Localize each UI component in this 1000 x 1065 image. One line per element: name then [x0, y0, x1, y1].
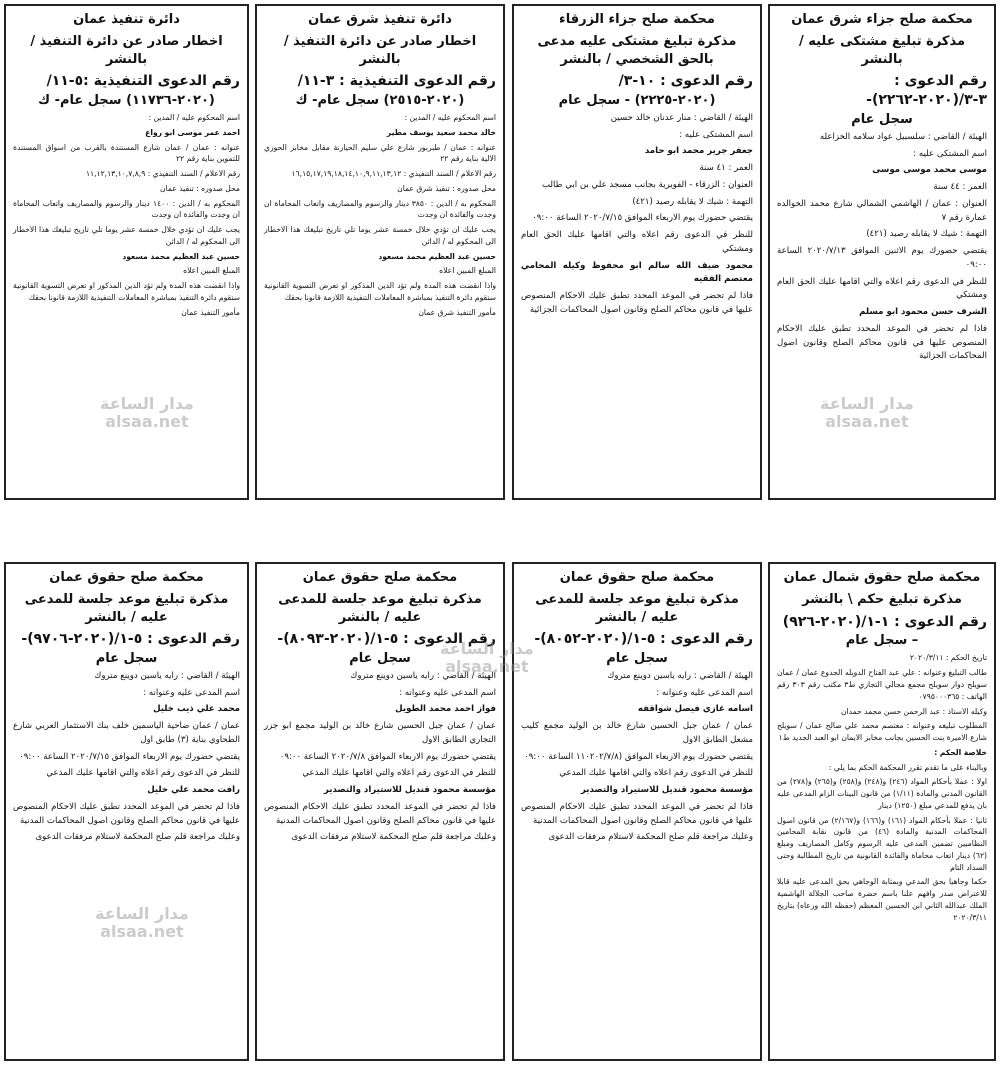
- case-number: رقم الدعوى : ١-١/(٢٠٢٠-٩٢٦): [782, 613, 987, 630]
- watermark-url: alsaa.net: [825, 411, 909, 431]
- court-name: محكمة صلح حقوق عمان: [302, 570, 458, 585]
- debt-amount: المحكوم به / الدين : ٣٨٥٠ دينار والرسوم والمصاريف واتعاب المحاماة ان وجدت والفائدة ان وجدت: [264, 198, 496, 220]
- defendant-name: اسامه غازي فيصل شواقفه: [637, 704, 753, 715]
- watermark-title: مدار الساعة: [95, 904, 189, 923]
- notice-title: اخطار صادر عن دائرة التنفيذ / بالنشر: [283, 34, 477, 67]
- court-name: محكمة صلح حقوق شمال عمان: [783, 570, 981, 585]
- charge-line: التهمة : شيك لا يقابله رصيد (٤٢١): [866, 229, 987, 240]
- penalty-line: فاذا لم تحضر في الموعد المحدد تطبق عليك الاحكام المنصوص عليها في قانون محاكم الصلح وقانون اصول المحاكمات المدنية: [13, 801, 240, 826]
- attorney-line: وكيله الاستاذ : عبد الرحمن حسن محمد حمدان: [840, 706, 987, 716]
- defendant-label: اسم المدعى عليه وعنوانه :: [143, 687, 240, 698]
- court-name: محكمة صلح حقوق عمان: [49, 570, 204, 585]
- watermark-url: alsaa.net: [445, 656, 529, 676]
- debtor-label: اسم المحكوم عليه / المدين :: [404, 112, 496, 122]
- amount-reference: المبلغ المبين اعلاه: [439, 266, 496, 276]
- record-label: سجل عام: [95, 650, 158, 666]
- plaintiff-name: مؤسسة محمود قنديل للاستيراد والتصدير: [323, 785, 496, 796]
- notice-east-amman-criminal: [768, 4, 996, 500]
- court-name: دائرة تنفيذ شرق عمان: [308, 12, 452, 27]
- penalty-line: فاذا لم تحضر في الموعد المحدد تطبق عليك الاحكام المنصوص عليها في قانون محاكم الصلح وقانون اصول المحاكمات الجزائية: [521, 291, 753, 315]
- case-number: رقم الدعوى التنفيذية :٥-١١/: [46, 73, 240, 90]
- penalty-line: فاذا لم تحضر في الموعد المحدد تطبق عليك الاحكام المنصوص عليها في قانون محاكم الصلح وقانون اصول المحاكمات الجزائية: [777, 323, 987, 362]
- signature: مأمور التنفيذ شرق عمان: [418, 307, 496, 317]
- notice-body: [521, 112, 753, 318]
- debtor-label: اسم المحكوم عليه / المدين :: [148, 112, 240, 122]
- ruling-closing: حكما وجاهيا بحق المدعي وبمثابة الوجاهي بحق المدعى عليه قابلا للاعتراض صدر وافهم علنا باسم حضرة صاحب الجلالة الهاشمية الملك عبدالله الثاني ابن الحسين المعظم (حفظه الله ورعاه) بتاريخ ٢٠٢٠/٣/١١: [777, 877, 987, 922]
- enforcement-warning: واذا انقضت هذه المدة ولم تؤد الدين المذكور او تعرض التسوية القانونية ستقوم دائرة التنفيذ بمباشرة المعاملات التنفيذية اللازمة قانونا بحقك: [264, 281, 496, 302]
- watermark-title: مدار الساعة: [820, 394, 914, 413]
- notice-zarqa-criminal: [512, 4, 762, 500]
- issued-at: محل صدوره : تنفيذ شرق عمان: [397, 183, 496, 193]
- payment-deadline: يجب عليك ان تؤدي خلال خمسة عشر يوما تلي تاريخ تبليغك هذا الاخطار الى المحكوم له / الدائن: [264, 225, 496, 246]
- creditor-name: حسين عبد العظيم محمد مسعود: [122, 251, 240, 261]
- judge-line: الهيئة / القاضي : رايه ياسين دوينع متروك: [350, 670, 496, 681]
- address-line: عمان / عمان جبل الحسين شارع خالد بن الوليد مجمع ابو جزر التجاري الطابق الاول: [264, 721, 496, 745]
- appearance-line: يقتضي حضورك يوم الاربعاء الموافق (١١٠٢٠٢/٧/٨ الساعة ٠٩:٠٠: [524, 751, 753, 762]
- address-line: عنوانه : عمان / عمان شارع المستندة بالقرب من اسواق المستندة للتموين بناية رقم ٢٢: [13, 142, 240, 164]
- notice-body: [264, 112, 496, 318]
- watermark-url: alsaa.net: [105, 411, 189, 431]
- complainant-name: الشرف حسن محمود ابو مسلم: [859, 307, 987, 318]
- watermark-title: مدار الساعة: [440, 639, 534, 658]
- defendant-name: فواز احمد محمد الطويل: [395, 704, 496, 715]
- appearance-line: يقتضي حضورك يوم الاربعاء الموافق ٢٠٢٠/٧/٨ الساعة ٠٩:٠٠: [279, 751, 496, 762]
- case-number: رقم الدعوى التنفيذية : ٣-١١/: [297, 73, 496, 90]
- record-label: (٢٠٢٠-١١٧٣٦) سجل عام- ك: [38, 92, 215, 108]
- attachments-line: وعليك مراجعة قلم صلح المحكمة لاستلام مرفقات الدعوى: [35, 832, 240, 843]
- notice-title: مذكرة تبليغ حكم \ بالنشر: [802, 592, 962, 607]
- penalty-line: فاذا لم تحضر في الموعد المحدد تطبق عليك الاحكام المنصوص عليها في قانون محاكم الصلح وقانون اصول المحاكمات المدنية: [521, 801, 753, 826]
- notice-body: [777, 652, 987, 923]
- defendant-name: محمد علي ذيب خليل: [153, 704, 240, 715]
- judge-line: الهيئة / القاضي : سلسبيل عواد سلامه الخزاعله: [819, 131, 987, 142]
- notice-amman-civil-8093: [255, 562, 505, 1061]
- judge-line: الهيئة / القاضي : رايه ياسين دوينع متروك: [607, 670, 753, 681]
- attachments-line: وعليك مراجعة قلم صلح المحكمة لاستلام مرفقات الدعوى: [291, 832, 496, 843]
- notice-body: [264, 670, 496, 845]
- address-line: العنوان : الزرقاء - الفويرية بجانب مسجد علي بن ابي طالب: [541, 179, 753, 190]
- charge-line: التهمة : شيك لا يقابله رصيد (٤٢١): [632, 196, 753, 207]
- ruling-intro: وبالبناء على ما تقدم تقرر المحكمة الحكم بما يلي :: [828, 762, 987, 772]
- record-label: – سجل عام: [845, 633, 919, 649]
- notice-amman-civil-8052: [512, 562, 762, 1061]
- notice-title: مذكرة تبليغ مشتكى عليه / بالنشر: [798, 34, 966, 67]
- record-label: سجل عام: [606, 650, 668, 666]
- age-line: العمر : ٤١ سنة: [699, 163, 753, 174]
- judgment-refs: رقم الاعلام / السند التنفيذي : ١١,١٢,١٣,١٠,٧,٨,٩: [85, 169, 240, 179]
- court-name: محكمة صلح جزاء شرق عمان: [791, 12, 973, 27]
- notice-amman-execution: [4, 4, 249, 500]
- ruling-first: اولا : عملا بأحكام المواد (٢٤٦) و(٢٤٨) و(٢٥٨) و(٢٦٥) و(٢٧٨) من القانون المدني والمادة (١/١١) من قانون البينات الزام المدعى عليه بان يدفع للمدعي مبلغ (١٢٥٠) دينار: [777, 777, 988, 810]
- notice-title: مذكرة تبليغ موعد جلسة للمدعى عليه / بالنشر: [278, 592, 482, 625]
- appearance-line: يقتضي حضورك يوم الاربعاء الموافق ٢٠٢٠/٧/١٥ الساعة ٠٩:٠٠: [19, 751, 240, 762]
- address-line: عمان / عمان جبل الحسين شارع خالد بن الوليد مجمع كليب مشعل الطابق الاول: [521, 721, 753, 745]
- case-filed-line: للنظر في الدعوى رقم اعلاه والتي اقامها عليك الحق العام ومشتكي: [521, 230, 753, 254]
- plaintiff-name: مؤسسة محمود قنديل للاستيراد والتصدير: [580, 785, 753, 796]
- notice-body: [13, 670, 240, 845]
- case-filed-line: للنظر في الدعوى رقم اعلاه والتي اقامها عليك المدعي: [559, 768, 753, 779]
- case-number: رقم الدعوى : ٥-١/(٢٠٢٠-٩٧٠٦)-: [21, 631, 240, 648]
- debtor-name: احمد عمر موسى ابو رواع: [145, 127, 240, 137]
- record-label: (٢٠٢٠-٢٢٢٥) - سجل عام: [558, 92, 716, 108]
- amount-reference: المبلغ المبين اعلاه: [183, 266, 240, 276]
- appearance-line: يقتضي حضورك يوم الاربعاء الموافق ٢٠٢٠/٧/١٥ الساعة ٠٩:٠٠: [532, 213, 753, 224]
- case-filed-line: للنظر في الدعوى رقم اعلاه والتي اقامها عليك الحق العام ومشتكي: [777, 276, 987, 301]
- notice-east-amman-execution: [255, 4, 505, 500]
- appearance-line: يقتضي حضورك يوم الاثنين الموافق ٢٠٢٠/٧/١٣ الساعة ٠٩:٠٠: [777, 246, 987, 270]
- notice-title: مذكرة تبليغ موعد جلسة للمدعى عليه / بالنشر: [535, 592, 739, 625]
- case-filed-line: للنظر في الدعوى رقم اعلاه والتي اقامها عليك المدعي: [302, 768, 496, 779]
- defendant-label: اسم المشتكى عليه :: [679, 129, 753, 140]
- requester-line: طالب التبليغ وعنوانه : علي عبد الفتاح الدويله الجدوع عمان / عمان سويلح دوار سويلح مجمع مجالي التجاري ط٣ مكتب رقم ٣٠٣ رقم الهاتف : ٠٧٩٥٠٠٠٣٦٥: [777, 668, 988, 701]
- judge-line: الهيئة / القاضي : رايه ياسين دوينع متروك: [94, 670, 240, 681]
- record-label: (٢٠٢٠-٢٥١٥) سجل عام- ك: [295, 92, 465, 108]
- attachments-line: وعليك مراجعة قلم صلح المحكمة لاستلام مرفقات الدعوى: [548, 832, 753, 843]
- respondent-line: المطلوب تبليغه وعنوانه : معتصم محمد علي صالح عمان / سويلح شارع الاميرة بنت الحسين بجانب مخابز الايمان ابو العبد الجديد ط١: [777, 721, 987, 743]
- judgment-date: تاريخ الحكم : ٢٠٢٠/٣/١١: [909, 653, 987, 663]
- notice-body: [521, 670, 753, 845]
- court-name: دائرة تنفيذ عمان: [73, 12, 180, 27]
- debtor-name: خالد محمد سعيد يوسف مطير: [386, 127, 496, 137]
- notice-title: مذكرة تبليغ مشتكى عليه مدعى بالحق الشخصي / بالنشر: [537, 34, 737, 67]
- watermark-url: alsaa.net: [100, 921, 184, 941]
- enforcement-warning: واذا انقضت هذه المدة ولم تؤد الدين المذكور او تعرض التسوية القانونية ستقوم دائرة التنفيذ بمباشرة المعاملات التنفيذية اللازمة قانونا بحقك: [13, 281, 240, 302]
- signature: مأمور التنفيذ عمان: [181, 307, 240, 317]
- court-name: محكمة صلح جزاء الزرقاء: [559, 12, 715, 27]
- record-label: سجل عام: [349, 650, 411, 666]
- debt-amount: المحكوم به / الدين : ١٤٠٠ دينار والرسوم والمصاريف واتعاب المحاماة ان وجدت والفائدة ان وجدت: [13, 198, 240, 220]
- case-number: رقم الدعوى : ١٠-٣/: [618, 73, 753, 90]
- address-line: عنوانه : عمان / طبربور شارع علي سليم الحيارنة مقابل مخابز الحوري الالية بناية رقم ٢٢: [264, 142, 496, 164]
- address-line: العنوان : عمان / الهاشمي الشمالي شارع محمد الخوالده عمارة رقم ٧: [777, 198, 987, 223]
- address-line: عمان / عمان ضاحية الياسمين خلف بنك الاستثمار العربي شارع الطحاوي بناية (٣) طابق اول: [13, 721, 240, 745]
- notice-title: مذكرة تبليغ موعد جلسة للمدعى عليه / بالنشر: [24, 592, 229, 625]
- notice-title: اخطار صادر عن دائرة التنفيذ / بالنشر: [30, 34, 223, 67]
- judgment-refs: رقم الاعلام / السند التنفيذي : ١٦,١٥,١٧,١٩,١٨,١٤,١٠,٩,١١,١٣,١٢: [291, 169, 496, 179]
- record-label: سجل عام: [851, 111, 913, 127]
- court-name: محكمة صلح حقوق عمان: [559, 570, 715, 585]
- plaintiff-name: رافت محمد علي خليل: [147, 785, 240, 796]
- defendant-label: اسم المدعى عليه وعنوانه :: [656, 687, 753, 698]
- case-number: رقم الدعوى : ٥-١/(٢٠٢٠-٨٠٥٢)-: [534, 631, 753, 648]
- defendant-label: اسم المشتكى عليه :: [913, 148, 987, 159]
- defendant-name: موسى محمد موسى موسى: [872, 165, 987, 176]
- ruling-second: ثانيا : عملا بأحكام المواد (١٦١) و(١٦٦) و(٢/١٦٧) من قانون اصول المحاكمات المدنية والمادة (٤٦) من قانون نقابة المحامين النظاميين تضمين المدعى عليه الرسوم وكامل المصاريف ومبلغ (٦٢) دينار اتعاب محاماة والفائدة القانونية من تاريخ المطالبة وحتى السداد التام: [777, 815, 988, 872]
- case-filed-line: للنظر في الدعوى رقم اعلاه والتي اقامها عليك المدعي: [46, 768, 240, 779]
- notice-body: [777, 131, 987, 364]
- complainant-name: محمود ضيف الله سالم ابو محفوظ وكيله المحامي معتصم الفقيه: [521, 260, 753, 285]
- defendant-label: اسم المدعى عليه وعنوانه :: [399, 687, 496, 698]
- judge-line: الهيئة / القاضي : منار عدنان خالد حسين: [610, 112, 753, 123]
- issued-at: محل صدوره : تنفيذ عمان: [159, 183, 240, 193]
- penalty-line: فاذا لم تحضر في الموعد المحدد تطبق عليك الاحكام المنصوص عليها في قانون محاكم الصلح وقانون اصول المحاكمات المدنية: [264, 801, 496, 826]
- defendant-name: جعفر جرير محمد ابو حامد: [644, 146, 753, 157]
- case-number: رقم الدعوى : ٥-١/(٢٠٢٠-٨٠٩٣)-: [277, 631, 496, 648]
- judgment-summary-label: خلاصة الحكم :: [934, 747, 987, 757]
- watermark-title: مدار الساعة: [100, 394, 194, 413]
- notice-amman-civil-9706: [4, 562, 249, 1061]
- notice-body: [13, 112, 240, 318]
- payment-deadline: يجب عليك ان تؤدي خلال خمسة عشر يوما تلي تاريخ تبليغك هذا الاخطار الى المحكوم له / الدائن: [13, 225, 240, 246]
- notice-north-amman-civil: [768, 562, 996, 1061]
- age-line: العمر : ٤٤ سنة: [933, 182, 987, 193]
- creditor-name: حسين عبد العظيم محمد مسعود: [378, 251, 496, 261]
- case-number: رقم الدعوى : ٣-٣/(٢٠٢٠-٢٢٦٢)-: [866, 73, 987, 108]
